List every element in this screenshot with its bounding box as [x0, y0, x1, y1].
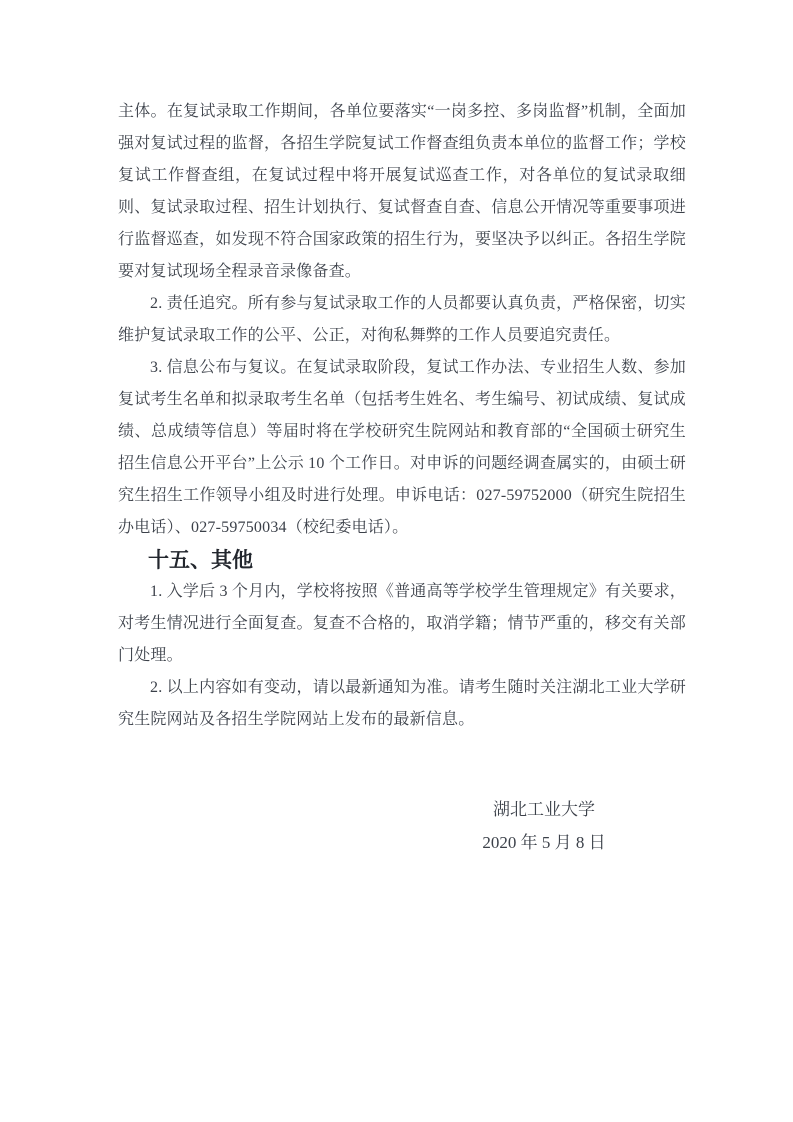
document-content — [118, 96, 686, 859]
signature-org: 湖北工业大学 — [493, 800, 595, 819]
section-heading-others: 十五、其他 — [148, 548, 253, 572]
paragraph-accountability: 2. 责任追究。所有参与复试录取工作的人员都要认真负责，严格保密，切实维护复试录取工作的公平、公正，对徇私舞弊的工作人员要追究责任。 — [118, 295, 686, 344]
paragraph-supervision-continuation: 主体。在复试录取工作期间，各单位要落实“一岗多控、多岗监督”机制，全面加强对复试过程的监督，各招生学院复试工作督查组负责本单位的监督工作；学校复试工作督查组，在复试过程中将开展复试巡查工作，对各单位的复试录取细则、复试录取过程、招生计划执行、复试督查自查、信息公开情况等重要事项进行监督巡查，如发现不符合国家政策的招生行为，要坚决予以纠正。各招生学院要对复试现场全程录音录像备查。 — [118, 103, 686, 280]
signature-date: 2020 年 5 月 8 日 — [482, 833, 606, 852]
paragraph-enrollment-recheck: 1. 入学后 3 个月内，学校将按照《普通高等学校学生管理规定》有关要求，对考生情况进行全面复查。复查不合格的，取消学籍；情节严重的，移交有关部门处理。 — [118, 583, 686, 664]
paragraph-information-disclosure: 3. 信息公布与复议。在复试录取阶段，复试工作办法、专业招生人数、参加复试考生名单和拟录取考生名单（包括考生姓名、考生编号、初试成绩、复试成绩、总成绩等信息）等届时将在学校研究生院网站和教育部的“全国硕士研究生招生信息公开平台”上公示 10 个工作日。对申诉的问题经调查属实的，由硕士研究生招生工作领导小组及时进行处理。申诉电话：027-59752000（研究生院招生办电话）、027-59750034（校纪委电话）。 — [118, 359, 686, 536]
signature-block — [394, 793, 694, 859]
paragraph-latest-notice: 2. 以上内容如有变动，请以最新通知为准。请考生随时关注湖北工业大学研究生院网站及各招生学院网站上发布的最新信息。 — [118, 679, 686, 728]
